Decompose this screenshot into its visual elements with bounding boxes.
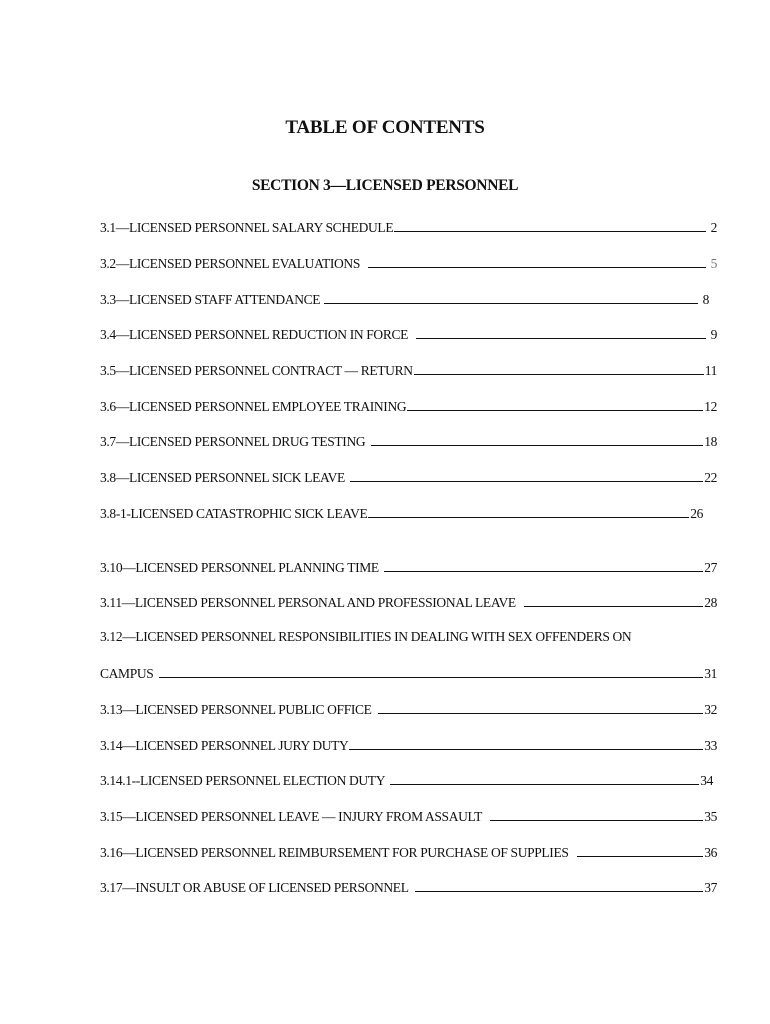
- toc-entry-3-12-line1[interactable]: 3.12—LICENSED PERSONNEL RESPONSIBILITIES IN DEALING WITH SEX OFFENDERS ON: [100, 629, 632, 644]
- toc-entry-3-5[interactable]: [100, 359, 717, 379]
- toc-entry-label: 3.10—LICENSED PERSONNEL PLANNING TIME: [100, 560, 379, 575]
- toc-entry-3-4[interactable]: [100, 323, 717, 343]
- toc-entry-label: 3.3—LICENSED STAFF ATTENDANCE: [100, 292, 321, 307]
- toc-leader-line: [371, 444, 703, 446]
- toc-entry-label: 3.1—LICENSED PERSONNEL SALARY SCHEDULE: [100, 220, 394, 235]
- toc-page-number: 12: [704, 399, 717, 414]
- toc-page-number: 33: [704, 738, 717, 753]
- toc-leader-line: [159, 676, 703, 678]
- toc-page-number: 34: [700, 773, 713, 788]
- toc-leader-line: [490, 819, 703, 821]
- toc-entry-3-11[interactable]: [100, 591, 717, 611]
- toc-entry-3-2[interactable]: [100, 252, 717, 272]
- toc-entry-3-16[interactable]: [100, 841, 717, 861]
- section-title: SECTION 3—LICENSED PERSONNEL: [251, 177, 519, 194]
- toc-page-number: 36: [704, 845, 717, 860]
- toc-entry-label: 3.8—LICENSED PERSONNEL SICK LEAVE: [100, 470, 345, 485]
- toc-leader-line: [368, 266, 706, 268]
- toc-page-number: 26: [690, 506, 703, 521]
- toc-entry-3-7[interactable]: [100, 430, 717, 450]
- toc-entry-label: 3.15—LICENSED PERSONNEL LEAVE — INJURY FROM ASSAULT: [100, 809, 483, 824]
- toc-entry-label: 3.11—LICENSED PERSONNEL PERSONAL AND PROFESSIONAL LEAVE: [100, 595, 516, 610]
- toc-page-number: 2: [710, 220, 717, 235]
- toc-entry-3-6[interactable]: [100, 395, 717, 415]
- toc-entry-label: 3.16—LICENSED PERSONNEL REIMBURSEMENT FOR PURCHASE OF SUPPLIES: [100, 845, 569, 860]
- toc-entry-label: 3.6—LICENSED PERSONNEL EMPLOYEE TRAINING: [100, 399, 407, 414]
- toc-leader-line: [416, 337, 706, 339]
- toc-leader-line: [407, 409, 703, 411]
- toc-page-number: 11: [704, 363, 717, 378]
- toc-entry-3-8[interactable]: [100, 466, 717, 486]
- toc-leader-line: [577, 855, 704, 857]
- toc-entry-label: CAMPUS: [100, 666, 154, 681]
- toc-page-number: 35: [704, 809, 717, 824]
- toc-entry-3-12[interactable]: [100, 662, 717, 682]
- toc-page-number: 27: [704, 560, 717, 575]
- toc-leader-line: [394, 230, 706, 232]
- toc-page-number: 8: [702, 292, 709, 307]
- toc-leader-line: [390, 783, 699, 785]
- toc-entry-3-3[interactable]: [100, 288, 709, 308]
- toc-entry-label: 3.2—LICENSED PERSONNEL EVALUATIONS: [100, 256, 360, 271]
- toc-leader-line: [324, 302, 698, 304]
- toc-entry-3-14[interactable]: [100, 734, 717, 754]
- document-title: TABLE OF CONTENTS: [285, 117, 485, 138]
- toc-entry-label: 3.14—LICENSED PERSONNEL JURY DUTY: [100, 738, 349, 753]
- toc-leader-line: [415, 890, 704, 892]
- toc-entry-3-10[interactable]: [100, 556, 717, 576]
- toc-leader-line: [414, 373, 704, 375]
- toc-page-number: 22: [704, 470, 717, 485]
- toc-entry-label: 3.17—INSULT OR ABUSE OF LICENSED PERSONNEL: [100, 880, 409, 895]
- toc-page-number: 37: [704, 880, 717, 895]
- toc-leader-line: [350, 480, 703, 482]
- toc-leader-line: [524, 605, 703, 607]
- toc-entry-label: 3.5—LICENSED PERSONNEL CONTRACT — RETURN: [100, 363, 413, 378]
- toc-leader-line: [384, 570, 703, 572]
- toc-entry-label: 3.4—LICENSED PERSONNEL REDUCTION IN FORCE: [100, 327, 409, 342]
- toc-page-number: 9: [710, 327, 717, 342]
- toc-entry-label: 3.13—LICENSED PERSONNEL PUBLIC OFFICE: [100, 702, 372, 717]
- toc-entry-label: 3.8-1-LICENSED CATASTROPHIC SICK LEAVE: [100, 506, 368, 521]
- toc-entry-3-15[interactable]: [100, 805, 717, 825]
- toc-leader-line: [368, 516, 689, 518]
- toc-page-number: 31: [704, 666, 717, 681]
- toc-entry-3-17[interactable]: [100, 876, 717, 896]
- toc-leader-line: [349, 748, 703, 750]
- toc-entry-3-8-1[interactable]: [100, 502, 703, 522]
- toc-entry-label: 3.7—LICENSED PERSONNEL DRUG TESTING: [100, 434, 366, 449]
- toc-entry-label: 3.14.1--LICENSED PERSONNEL ELECTION DUTY: [100, 773, 386, 788]
- toc-page-number: 28: [704, 595, 717, 610]
- toc-page-number: 32: [704, 702, 717, 717]
- toc-page-number: 18: [704, 434, 717, 449]
- toc-entry-3-14-1[interactable]: [100, 769, 713, 789]
- toc-entry-3-13[interactable]: [100, 698, 717, 718]
- toc-leader-line: [378, 712, 704, 714]
- toc-entry-3-1[interactable]: [100, 216, 717, 236]
- toc-page-number: 5: [710, 256, 717, 271]
